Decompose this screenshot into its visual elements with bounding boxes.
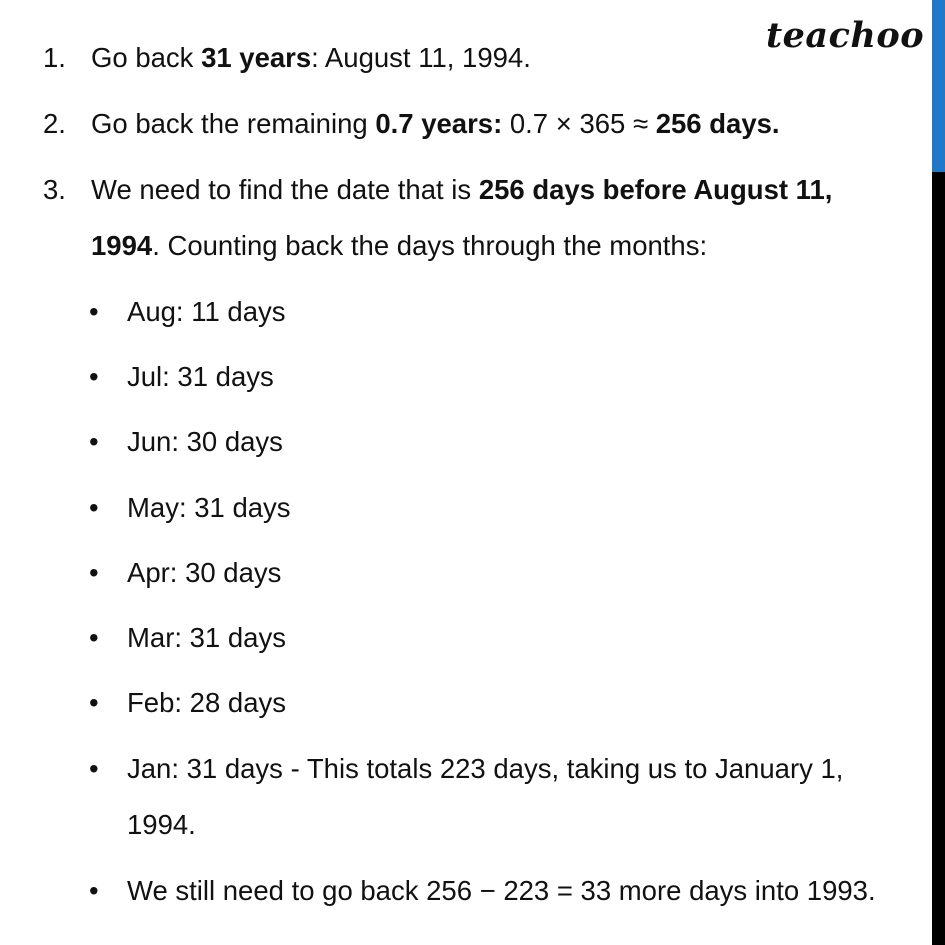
bullet-icon: • xyxy=(89,557,99,588)
bullet-icon: • xyxy=(89,622,99,653)
bullet-text: Apr: 30 days xyxy=(127,557,282,588)
step-number: 3. xyxy=(43,174,66,205)
bullet-icon: • xyxy=(89,492,99,523)
text-run: Go back xyxy=(91,42,202,73)
bold-run: 1994 xyxy=(91,230,153,261)
bullet-text: Aug: 11 days xyxy=(127,296,286,327)
text-run: : August 11, 1994. xyxy=(311,42,531,73)
bullet-text: Mar: 31 days xyxy=(127,622,286,653)
teachoo-logo: teachoo xyxy=(766,15,925,56)
bullet-icon: • xyxy=(89,875,99,906)
text-run: We need to find the date that is xyxy=(91,174,479,205)
bullet-text: Jan: 31 days - This totals 223 days, taking us to January 1, xyxy=(127,753,844,784)
bullet-icon: • xyxy=(89,687,99,718)
text-run: 0.7 × 365 ≈ xyxy=(502,108,656,139)
bullet-text: May: 31 days xyxy=(127,492,291,523)
step-number: 2. xyxy=(43,108,66,139)
bullet-icon: • xyxy=(89,426,99,457)
text-run: Go back the remaining xyxy=(91,108,376,139)
bold-run: 31 years xyxy=(201,42,312,73)
bold-run: 256 days before August 11, xyxy=(478,174,833,205)
bullet-text: We still need to go back 256 − 223 = 33 more days into 1993. xyxy=(127,875,876,906)
bold-run: 256 days. xyxy=(655,108,780,139)
bold-run: 0.7 years: xyxy=(375,108,503,139)
bullet-icon: • xyxy=(89,753,99,784)
step-text xyxy=(91,110,780,138)
step-number: 1. xyxy=(43,42,66,73)
bullet-text: Feb: 28 days xyxy=(127,687,286,718)
bullet-icon: • xyxy=(89,296,99,327)
bullet-text: 1994. xyxy=(127,809,196,840)
bullet-icon: • xyxy=(89,361,99,392)
step-text xyxy=(91,44,531,72)
step-text xyxy=(91,176,832,204)
bullet-text: Jun: 30 days xyxy=(127,426,283,457)
bullet-text: Jul: 31 days xyxy=(127,361,274,392)
text-run: . Counting back the days through the months: xyxy=(152,230,708,261)
step-text xyxy=(91,232,707,260)
side-rail-accent xyxy=(932,0,945,172)
